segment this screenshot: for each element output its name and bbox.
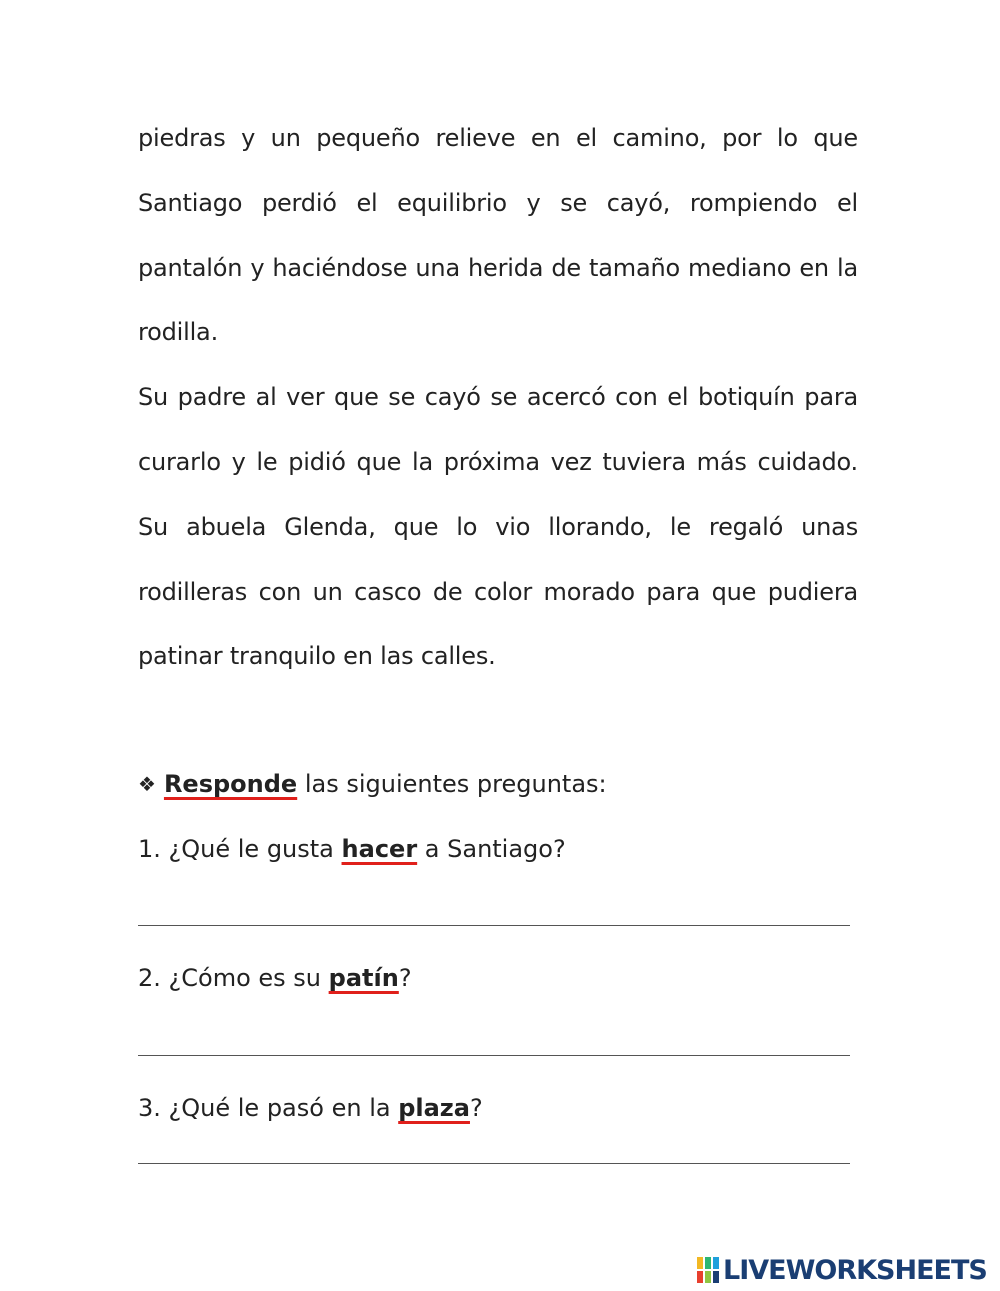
story-paragraph-2: Su padre al ver que se cayó se acercó con el botiquín para curarlo y le pidió que la próxima vez tuviera más cuidado. Su abuela Glenda, que lo vio llorando, le regaló unas rodilleras con un casco de color morado para que pudiera patinar tranquilo en las calles.: [138, 383, 858, 671]
question-3-text-before: 3. ¿Qué le pasó en la: [138, 1094, 399, 1122]
question-3-keyword: plaza: [398, 1094, 470, 1122]
liveworksheets-logo-text: LIVEWORKSHEETS: [723, 1254, 987, 1286]
answer-line-1[interactable]: [138, 925, 850, 926]
question-1-text-before: 1. ¿Qué le gusta: [138, 835, 342, 863]
liveworksheets-logo-icon: [696, 1256, 720, 1284]
answer-line-3[interactable]: [138, 1163, 850, 1164]
diamond-bullet-icon: ❖: [138, 772, 156, 796]
question-2-text-after: ?: [398, 964, 412, 992]
question-1-keyword: hacer: [341, 835, 418, 863]
question-3: [138, 1088, 483, 1128]
story-paragraph-1: piedras y un pequeño relieve en el camino, por lo que Santiago perdió el equilibrio y se cayó, rompiendo el pantalón y haciéndose una herida de tamaño mediano en la rodilla.: [138, 124, 858, 347]
story-text: [138, 106, 858, 689]
question-2-keyword: patín: [328, 964, 399, 992]
question-2-text-before: 2. ¿Cómo es su: [138, 964, 329, 992]
question-1: [138, 829, 566, 869]
question-2: [138, 958, 412, 998]
instruction-keyword: Responde: [163, 770, 298, 798]
question-1-text-after: a Santiago?: [417, 835, 566, 863]
instruction-text: las siguientes preguntas:: [297, 770, 607, 798]
question-3-text-after: ?: [469, 1094, 483, 1122]
liveworksheets-logo: [696, 1254, 987, 1286]
instruction-heading: [138, 764, 607, 805]
answer-line-2[interactable]: [138, 1055, 850, 1056]
